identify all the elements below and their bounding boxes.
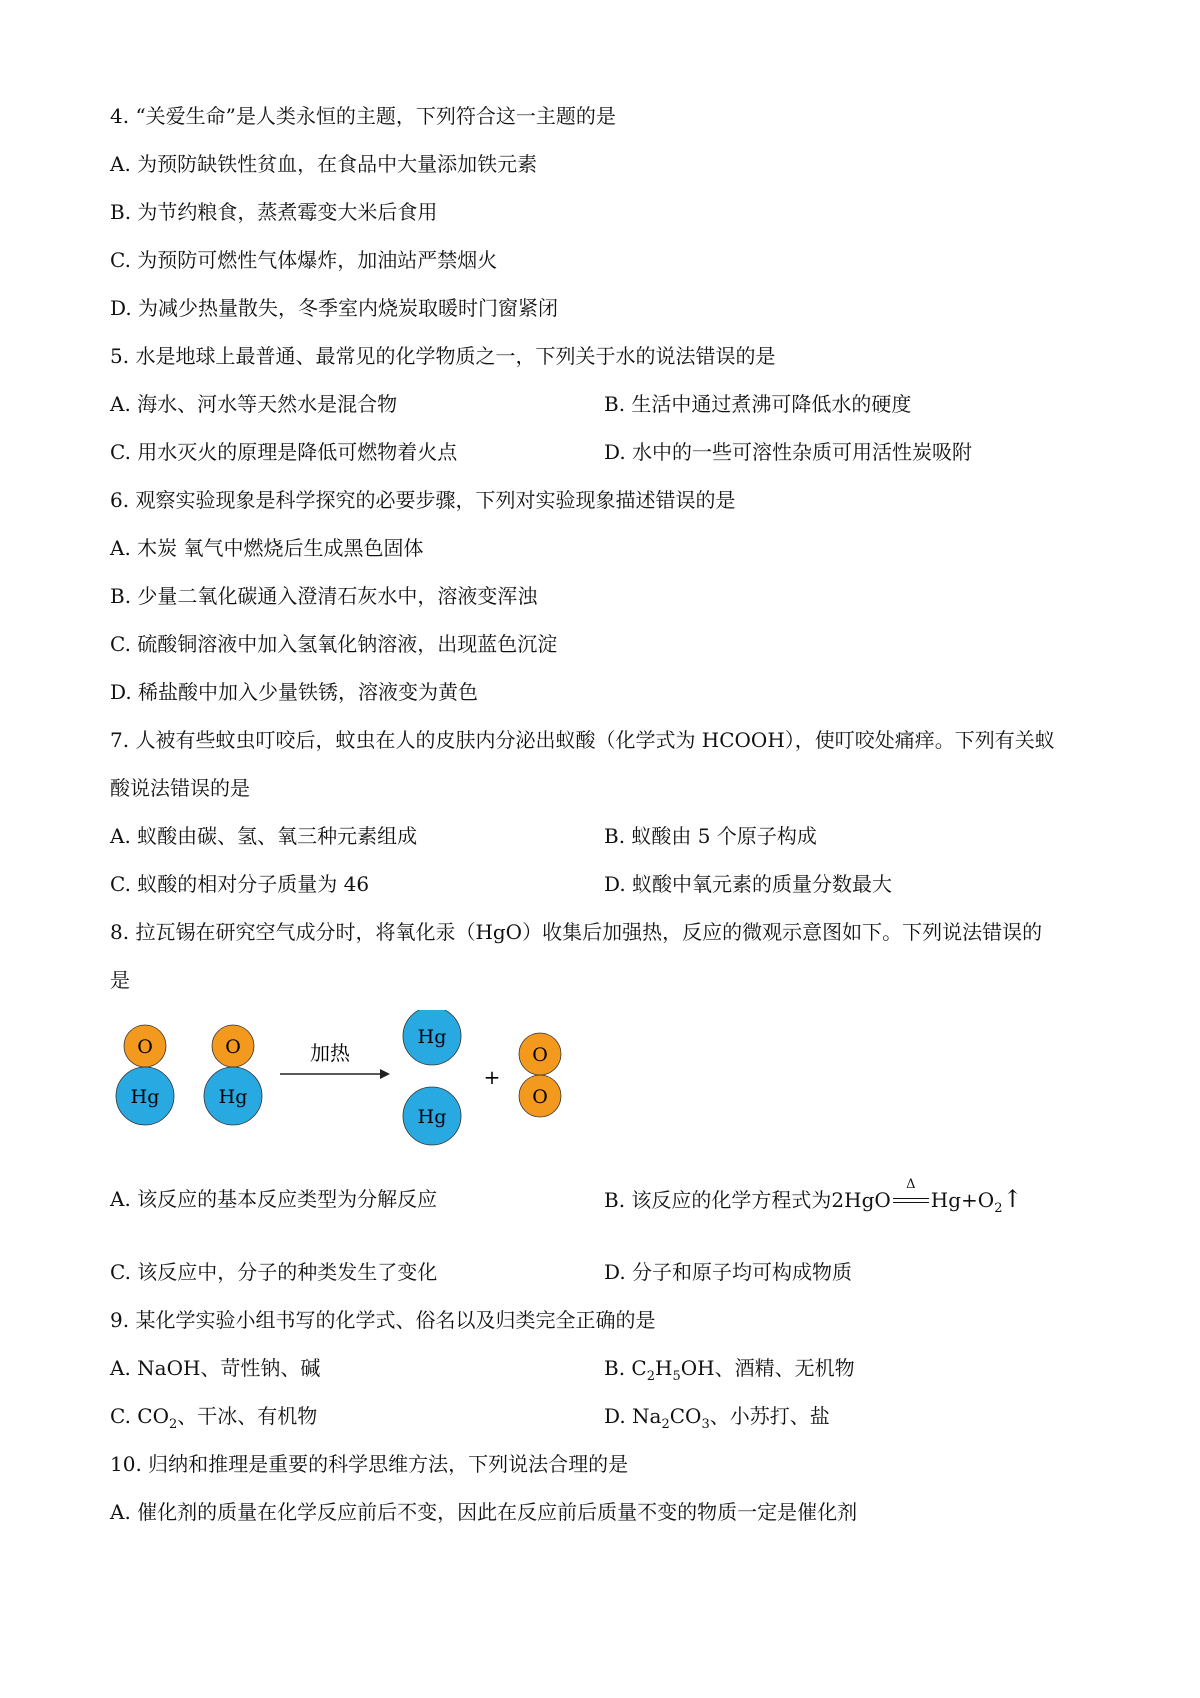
- q9-option-b: [604, 1354, 855, 1391]
- q8-option-b-prefix: B. 该反应的化学方程式为: [604, 1188, 832, 1212]
- q10-stem: 10. 归纳和推理是重要的科学思维方法，下列说法合理的是: [110, 1452, 629, 1476]
- q9d-s2: 3: [701, 1417, 710, 1432]
- reaction-diagram: [100, 1010, 620, 1160]
- q9c-post: 、干冰、有机物: [177, 1404, 318, 1428]
- q8-option-c: C. 该反应中，分子的种类发生了变化: [110, 1260, 438, 1284]
- q9b-pre: B. C: [604, 1356, 647, 1380]
- q9-option-c: [110, 1402, 317, 1439]
- arrow-label: 加热: [310, 1041, 350, 1065]
- q5-option-a: A. 海水、河水等天然水是混合物: [110, 392, 398, 416]
- eq-line-2: [893, 1202, 929, 1203]
- q7-stem-line1: 7. 人被有些蚊虫叮咬后，蚊虫在人的皮肤内分泌出蚁酸（化学式为 HCOOH），使叮咬处痛痒。下列有关蚁: [110, 728, 1055, 752]
- q9b-s2: 5: [672, 1369, 681, 1384]
- q7-option-a: A. 蚁酸由碳、氢、氧三种元素组成: [110, 824, 418, 848]
- q9d-pre: D. Na: [604, 1404, 662, 1428]
- q9-option-d: [604, 1402, 830, 1439]
- eq-left: 2HgO: [831, 1188, 891, 1212]
- q9c-s1: 2: [169, 1417, 178, 1432]
- q5-option-c: C. 用水灭火的原理是降低可燃物着火点: [110, 440, 458, 464]
- reactant1-o-label: O: [137, 1036, 153, 1058]
- q7-stem-line2: 酸说法错误的是: [110, 776, 250, 800]
- q9b-mid: H: [655, 1356, 673, 1380]
- product-hg-label-1: Hg: [417, 1026, 447, 1048]
- q6-stem: 6. 观察实验现象是科学探究的必要步骤，下列对实验现象描述错误的是: [110, 488, 736, 512]
- q5-stem: 5. 水是地球上最普通、最常见的化学物质之一，下列关于水的说法错误的是: [110, 344, 776, 368]
- reactant2-o-label: O: [225, 1036, 241, 1058]
- q4-option-c: C. 为预防可燃性气体爆炸，加油站严禁烟火: [110, 248, 498, 272]
- q8-stem-line1: 8. 拉瓦锡在研究空气成分时，将氧化汞（HgO）收集后加强热，反应的微观示意图如下。下列说法错误的: [110, 920, 1043, 944]
- reaction-arrow-head: [380, 1069, 390, 1079]
- q8-option-b: [604, 1177, 1023, 1223]
- q8-option-a: A. 该反应的基本反应类型为分解反应: [110, 1187, 438, 1211]
- eq-condition-label: Δ: [906, 1177, 916, 1192]
- q7-option-b: B. 蚁酸由 5 个原子构成: [604, 824, 817, 848]
- eq-condition: [891, 1177, 931, 1213]
- q9d-mid: CO: [669, 1404, 702, 1428]
- q9-option-a: A. NaOH、苛性钠、碱: [110, 1356, 321, 1380]
- plus-sign: +: [483, 1065, 501, 1089]
- q8-option-d: D. 分子和原子均可构成物质: [604, 1260, 853, 1284]
- q5-option-d: D. 水中的一些可溶性杂质可用活性炭吸附: [604, 440, 973, 464]
- q4-stem: 4. “关爱生命”是人类永恒的主题，下列符合这一主题的是: [110, 104, 616, 128]
- q9c-pre: C. CO: [110, 1404, 170, 1428]
- q8-stem-line2: 是: [110, 968, 130, 992]
- q6-option-a: A. 木炭 氧气中燃烧后生成黑色固体: [110, 536, 424, 560]
- q9b-s1: 2: [646, 1369, 655, 1384]
- q5-option-b: B. 生活中通过煮沸可降低水的硬度: [604, 392, 912, 416]
- q6-option-c: C. 硫酸铜溶液中加入氢氧化钠溶液，出现蓝色沉淀: [110, 632, 558, 656]
- q9d-post: 、小苏打、盐: [709, 1404, 830, 1428]
- product-o-label-2: O: [532, 1086, 548, 1108]
- q9b-post: OH、酒精、无机物: [680, 1356, 855, 1380]
- q7-option-c: C. 蚁酸的相对分子质量为 46: [110, 872, 370, 896]
- q9-stem: 9. 某化学实验小组书写的化学式、俗名以及归类完全正确的是: [110, 1308, 656, 1332]
- q4-option-d: D. 为减少热量散失，冬季室内烧炭取暖时门窗紧闭: [110, 296, 559, 320]
- reactant1-hg-label: Hg: [130, 1086, 160, 1108]
- eq-right: Hg+O: [930, 1188, 995, 1212]
- reactant2-hg-label: Hg: [218, 1086, 248, 1108]
- q9d-s1: 2: [661, 1417, 670, 1432]
- q7-option-d: D. 蚁酸中氧元素的质量分数最大: [604, 872, 893, 896]
- q4-option-b: B. 为节约粮食，蒸煮霉变大米后食用: [110, 200, 438, 224]
- eq-line-1: [893, 1198, 929, 1199]
- q4-option-a: A. 为预防缺铁性贫血，在食品中大量添加铁元素: [110, 152, 538, 176]
- q6-option-b: B. 少量二氧化碳通入澄清石灰水中，溶液变浑浊: [110, 584, 538, 608]
- product-o-label-1: O: [532, 1044, 548, 1066]
- q6-option-d: D. 稀盐酸中加入少量铁锈，溶液变为黄色: [110, 680, 479, 704]
- product-hg-label-2: Hg: [417, 1106, 447, 1128]
- gas-arrow: ↑: [1002, 1185, 1023, 1213]
- q10-option-a: A. 催化剂的质量在化学反应前后不变，因此在反应前后质量不变的物质一定是催化剂: [110, 1500, 858, 1524]
- eq-sub: 2: [994, 1201, 1003, 1216]
